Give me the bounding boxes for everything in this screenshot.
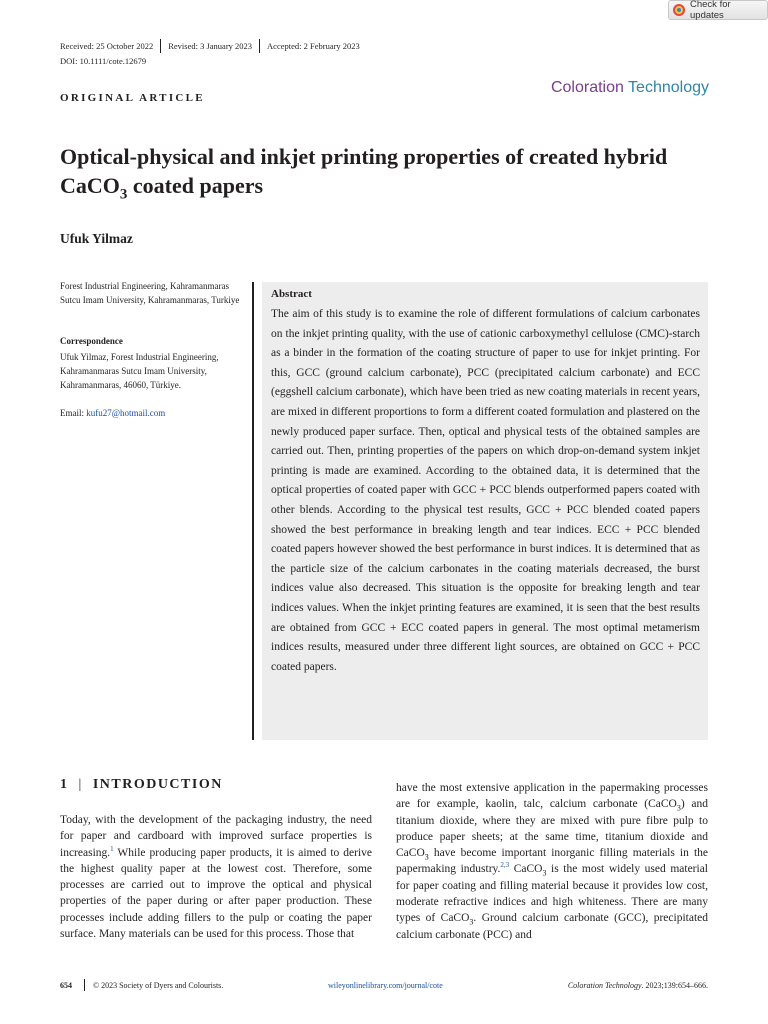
article-title (60, 142, 720, 203)
section-separator: | (78, 777, 83, 792)
date-divider (160, 39, 161, 53)
intro-text: CaCO (509, 863, 543, 876)
subscript: 3 (542, 868, 547, 878)
correspondence-text: Ufuk Yilmaz, Forest Industrial Engineering, Kahramanmaras Sutcu Imam University, Kahramanmaras, 46060, Türkiye. (60, 352, 219, 390)
title-subscript: 3 (119, 186, 128, 203)
email-row (60, 408, 165, 418)
abstract-heading: Abstract (271, 288, 312, 300)
citation-journal: Coloration Technology (567, 980, 642, 990)
intro-text: . Ground calcium carbonate (GCC), precipitated calcium carbonate (PCC) and (396, 912, 708, 941)
intro-text: Today, with the development of the packaging industry, the need for paper and cardboard with improved surface properties is increasing. (60, 814, 372, 859)
section-title: INTRODUCTION (92, 777, 223, 792)
citation (568, 981, 708, 990)
email-label: Email: (60, 408, 87, 418)
section-heading (60, 777, 223, 793)
check-for-updates-label: Check for updates (690, 0, 731, 21)
intro-text: is the most widely used material for paper coating and filling material because it provides low cost, moderate refractive indices and high whiteness. There are many types of CaCO (396, 863, 708, 925)
journal-logo-word2: Technology (628, 79, 709, 96)
intro-left-column (60, 812, 372, 942)
revised-date: Revised: 3 January 2023 (168, 41, 253, 51)
correspondence-heading: Correspondence (60, 336, 123, 346)
crossmark-icon (673, 4, 685, 16)
footer-divider (84, 979, 85, 991)
email-link[interactable]: kufu27@hotmail.com (86, 408, 166, 418)
subscript: 3 (469, 917, 474, 927)
abstract-text: The aim of this study is to examine the role of different formulations of calcium carbonates on the inkjet printing quality, with the use of cationic carboxymethyl cellulose (CMC)-starch as a binder in the formation of the coating structure of paper to use for inkjet printing. For this, GCC (ground calcium carbonate), PCC (precipitated calcium carbonate) and ECC (eggshell calcium carbonate), which have been tried as new coating materials in recent years, are mixed in different proportions to form a different coated formulation and plastered on the newly produced paper surface. Then, optical and physical tests of the obtained samples are carried out. Then, printing properties of the papers on which drop-on-demand system inkjet printing is made are examined. According to the obtained data, it is determined that the optical properties of coated paper with GCC + PCC blends outperformed papers coated with other blends. According to the physical test results, GCC + PCC blended coated papers showed the best performance in breaking length and tear indices. ECC + PCC blended coated papers however showed the best performance in burst indices. It is determined that as the particle size of the calcium carbonates in the coating materials decreased, the burst indices value also decreased. This situation is the opposite for breaking length and tear indices values. When the inkjet printing features are examined, it is seen that the best results are obtained from GCC + ECC coated papers in general. The most optimal metamerism indices results, measured under three different light sources, are obtained on GCC + PCC coated papers. (271, 308, 700, 673)
subscript: 3 (676, 803, 681, 813)
check-for-updates-button[interactable] (668, 0, 768, 20)
author-name: Ufuk Yilmaz (60, 231, 133, 246)
intro-text: While producing paper products, it is aimed to derive the highest quality paper at the lowest cost. Therefore, some processes are carried out to improve the optical and physical properties of the paper during or after paper production. These processes include adding fillers to the pulp or coating the paper surface. Many materials can be used for this process. Those that (60, 846, 372, 941)
journal-url-link[interactable]: wileyonlinelibrary.com/journal/cote (328, 980, 443, 990)
citation-details: . 2023;139:654–666. (641, 980, 708, 990)
page-footer (60, 979, 708, 991)
doi: DOI: 10.1111/cote.12679 (60, 56, 147, 66)
copyright: © 2023 Society of Dyers and Colourists. (93, 980, 224, 990)
article-dates (60, 39, 360, 53)
date-divider (259, 39, 260, 53)
intro-right-column (396, 780, 708, 943)
abstract-divider (252, 282, 254, 740)
article-type: ORIGINAL ARTICLE (60, 92, 205, 104)
section-number: 1 (60, 777, 69, 792)
intro-text: have the most extensive application in the papermaking processes are for example, kaolin, talc, calcium carbonate (CaCO (396, 782, 708, 811)
intro-text: have become important inorganic filling materials in the papermaking industry. (396, 847, 708, 876)
intro-text: ) and titanium dioxide, where they are mixed with pure fibre pulp to produce paper sheets; at the same time, titanium dioxide and CaCO (396, 798, 708, 860)
citation-link[interactable]: 2,3 (500, 861, 510, 870)
title-text-end: coated papers (127, 173, 264, 198)
page-number: 654 (60, 980, 72, 990)
received-date: Received: 25 October 2022 (60, 41, 154, 51)
affiliation: Forest Industrial Engineering, Kahramanmaras Sutcu Imam University, Kahramanmaras, Turkiye (60, 281, 240, 305)
journal-logo (551, 79, 709, 97)
title-text: Optical-physical and inkjet printing properties of created hybrid CaCO (60, 144, 668, 198)
subscript: 3 (424, 852, 429, 862)
journal-logo-word1: Coloration (550, 79, 624, 96)
citation-link[interactable]: 1 (110, 844, 114, 853)
accepted-date: Accepted: 2 February 2023 (267, 41, 360, 51)
